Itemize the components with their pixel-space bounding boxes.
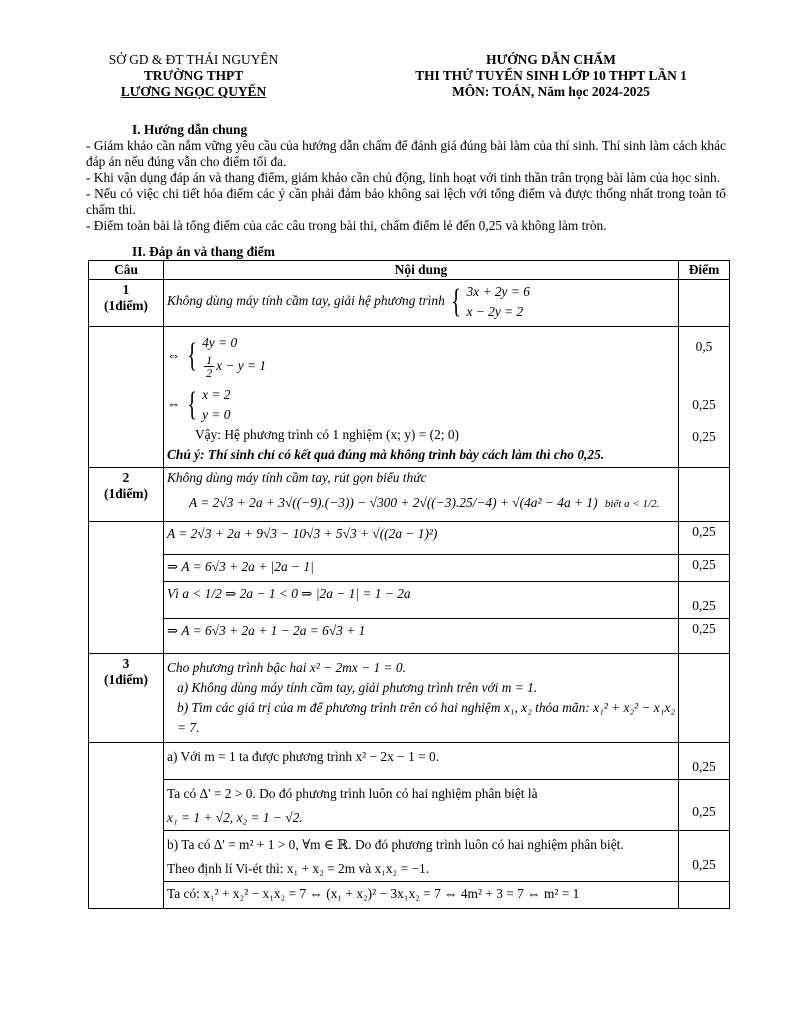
answer-key-page (86, 52, 726, 909)
table-row (89, 831, 730, 882)
column-header-question: Câu (89, 261, 164, 280)
grading-note: Chú ý: Thí sinh chỉ có kết quả đúng mà không trình bày cách làm thì cho 0,25. (167, 447, 605, 463)
solution-step: Vì a < 1/2 ⇒ 2a − 1 < 0 ⇒ |2a − 1| = 1 − 2a (164, 582, 679, 619)
solution-step: a) Với m = 1 ta được phương trình x² − 2x − 1 = 0. (164, 743, 679, 780)
question-part-b: b) Tìm các giá trị của m để phương trình trên có hai nghiệm x₁, x₂ thỏa mãn: x₁² + x₂² − x₁x₂ = 7. (177, 700, 676, 736)
table-row (89, 468, 730, 522)
subject-year: MÔN: TOÁN, Năm học 2024-2025 (452, 84, 650, 99)
document-title: HƯỚNG DẪN CHẤM (486, 52, 616, 67)
table-row (89, 522, 730, 555)
question-number-cell (89, 280, 164, 327)
department-name: SỞ GD & ĐT THÁI NGUYÊN (108, 52, 279, 67)
score-cell (679, 327, 730, 468)
question-prompt: Không dùng máy tính cầm tay, rút gọn biểu thức (167, 470, 427, 486)
general-note: - Giám khảo cần nắm vững yêu cầu của hướng dẫn chấm để đánh giá đúng bài làm của thí sinh. Thí sinh làm cách khác đáp án nếu đúng vẫn cho điểm tối đa. (86, 138, 726, 169)
score-cell (679, 280, 730, 327)
question-prompt-cell (164, 280, 679, 327)
table-row (89, 582, 730, 619)
equation-line: x − y = 1 (216, 358, 267, 373)
table-row (89, 619, 730, 654)
expression: A = 2√3 + 2a + 3√((−9).(−3)) − √300 + 2√((−3).25/−4) + √(4a² − 4a + 1) (189, 495, 598, 511)
question-points: (1điểm) (104, 486, 148, 502)
question-prompt: Không dùng máy tính cầm tay, giải hệ phương trình (167, 293, 445, 309)
general-note: - Điểm toàn bài là tổng điểm của các câu trong bài thi, chấm điểm lẻ đến 0,25 và không làm tròn. (86, 218, 607, 233)
solution-text: b) Ta có Δ' = m² + 1 > 0, ∀m ∈ ℝ. Do đó phương trình luôn có hai nghiệm phân biệt. (167, 837, 624, 853)
school-info (86, 52, 301, 100)
general-note: - Nếu có việc chi tiết hóa điểm các ý cần phải đảm bảo không sai lệch với tổng điểm và được thống nhất trong toàn tổ chấm thi. (86, 186, 726, 217)
question-part-a: a) Không dùng máy tính cầm tay, giải phương trình trên với m = 1. (177, 680, 538, 696)
solution-text: Ta có Δ' = 2 > 0. Do đó phương trình luôn có hai nghiệm phân biệt là (167, 786, 538, 802)
solution-text: x₁ = 1 + √2, x₂ = 1 − √2. (167, 810, 303, 826)
table-row (89, 780, 730, 831)
score-value: 0,25 (692, 397, 716, 412)
score-value: 0,25 (679, 522, 730, 555)
fraction-one-half: $\frac{1}{2}$ (206, 353, 213, 381)
conclusion: Vậy: Hệ phương trình có 1 nghiệm (x; y) = (2; 0) (195, 427, 459, 443)
question-number: 1 (122, 282, 130, 297)
equation-line: 3x + 2y = 6 (466, 284, 530, 299)
table-row (89, 654, 730, 743)
question-points: (1điểm) (104, 298, 148, 313)
score-value: 0,5 (695, 339, 713, 354)
score-cell (679, 654, 730, 743)
solution-cell (164, 327, 679, 468)
solution-step: ⇒ A = 6√3 + 2a + 1 − 2a = 6√3 + 1 (164, 619, 679, 654)
answer-table (88, 260, 730, 909)
document-header (86, 52, 726, 100)
table-row (89, 280, 730, 327)
solution-step: Ta có: x₁² + x₂² − x₁x₂ = 7 ⇔ (x₁ + x₂)² − 3x₁x₂ = 7 ⇔ 4m² + 3 = 7 ⇔ m² = 1 (164, 882, 679, 909)
question-prompt-cell (164, 654, 679, 743)
general-note: - Khi vận dụng đáp án và thang điểm, giám khảo cần chủ động, linh hoạt với tinh thần trân trọng bài làm của học sinh. (86, 170, 721, 185)
solution-text: Theo định lí Vi-ét thì: x₁ + x₂ = 2m và x₁x₂ = −1. (167, 861, 430, 877)
section-answers-title: II. Đáp án và thang điểm (132, 244, 275, 259)
exam-title: THI THỬ TUYỂN SINH LỚP 10 THPT LẦN 1 (415, 68, 687, 83)
question-points: (1điểm) (104, 672, 148, 688)
score-cell (679, 468, 730, 522)
solution-step: A = 2√3 + 2a + 9√3 − 10√3 + 5√3 + √((2a − 1)²) (164, 522, 679, 555)
equation-line: x = 2 (202, 387, 231, 403)
brace-icon: { (187, 386, 197, 424)
score-value: 0,25 (679, 619, 730, 654)
solution-step (164, 780, 679, 831)
question-prompt-cell (164, 468, 679, 522)
school-name: LƯƠNG NGỌC QUYẾN (120, 84, 267, 99)
solution-step: ⇔ { 4y = 0 $\frac{1}{2}$ x − y = 1 (167, 335, 267, 381)
score-value: 0,25 (692, 759, 716, 775)
question-prompt: Cho phương trình bậc hai x² − 2mx − 1 = 0. (167, 660, 406, 676)
brace-icon: { (187, 337, 197, 375)
score-value: 0,25 (692, 429, 716, 444)
table-header-row (89, 261, 730, 280)
equation-line: y = 0 (202, 407, 231, 423)
column-header-score: Điểm (679, 261, 730, 280)
equation-system (448, 282, 530, 322)
equation-line: 4y = 0 (202, 335, 238, 350)
table-row (89, 327, 730, 468)
score-value: 0,25 (679, 555, 730, 582)
condition: biết a < 1/2. (604, 498, 660, 511)
table-row (89, 555, 730, 582)
score-value: 0,25 (692, 804, 716, 820)
question-number-cell (89, 468, 164, 522)
score-value: 0,25 (692, 857, 716, 873)
question-number-cell (89, 654, 164, 743)
brace-icon: { (451, 283, 462, 320)
table-row (89, 882, 730, 909)
score-value: 0,25 (692, 598, 716, 614)
section-general-title: I. Hướng dẫn chung (132, 122, 248, 137)
question-number: 3 (122, 656, 130, 672)
solution-step: ⇒ A = 6√3 + 2a + |2a − 1| (164, 555, 679, 582)
exam-info (376, 52, 726, 100)
question-number: 2 (122, 470, 130, 486)
solution-step: ⇔ { x = 2 y = 0 (167, 386, 231, 424)
equation-line: x − 2y = 2 (466, 304, 524, 319)
solution-step (164, 831, 679, 882)
column-header-content: Nội dung (164, 261, 679, 280)
school-type: TRƯỜNG THPT (143, 68, 244, 83)
table-row (89, 743, 730, 780)
